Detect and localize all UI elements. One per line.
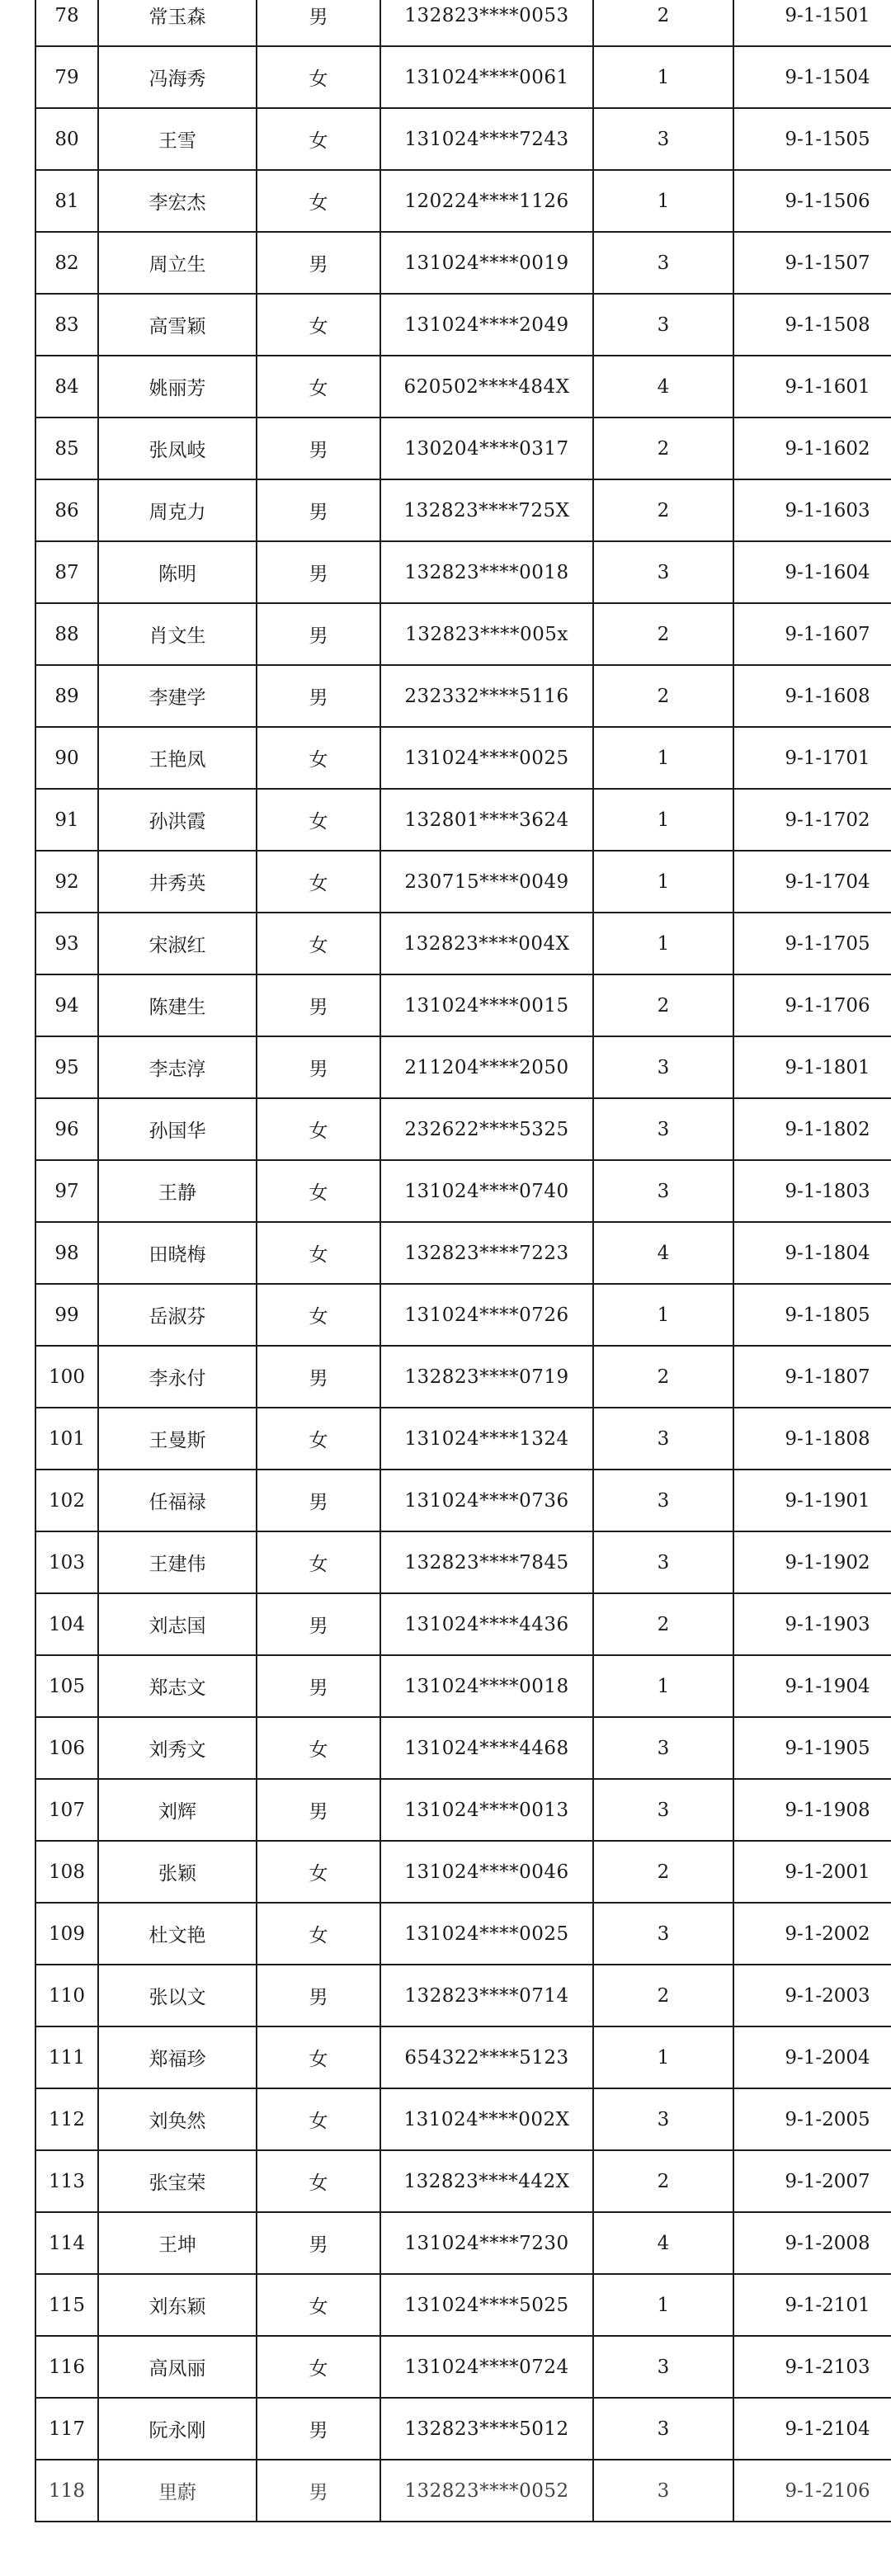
- resident-name: 李志淳: [98, 1036, 257, 1098]
- resident-name: 田晓梅: [98, 1222, 257, 1284]
- table-row: [35, 974, 891, 1036]
- resident-gender: 男: [257, 541, 380, 603]
- room-number: 9-1-1808: [733, 1408, 891, 1470]
- room-number: 9-1-2002: [733, 1903, 891, 1965]
- resident-gender: 女: [257, 1408, 380, 1470]
- household-count: 3: [593, 2336, 733, 2398]
- room-number: 9-1-1704: [733, 851, 891, 913]
- row-number: 80: [35, 108, 98, 170]
- resident-gender: 女: [257, 1903, 380, 1965]
- row-number: 88: [35, 603, 98, 665]
- room-number: 9-1-1903: [733, 1593, 891, 1655]
- table-row: [35, 356, 891, 418]
- room-number: 9-1-1603: [733, 479, 891, 541]
- resident-id-number: 620502****484X: [380, 356, 593, 418]
- row-number: 92: [35, 851, 98, 913]
- table-row: [35, 1222, 891, 1284]
- table-row: [35, 789, 891, 851]
- resident-gender: 男: [257, 2212, 380, 2274]
- table-row: [35, 665, 891, 727]
- resident-name: 常玉森: [98, 0, 257, 46]
- resident-name: 刘辉: [98, 1779, 257, 1841]
- row-number: 95: [35, 1036, 98, 1098]
- room-number: 9-1-1802: [733, 1098, 891, 1160]
- resident-name: 刘志国: [98, 1593, 257, 1655]
- resident-gender: 女: [257, 2088, 380, 2150]
- table-row: [35, 2336, 891, 2398]
- row-number: 78: [35, 0, 98, 46]
- row-number: 113: [35, 2150, 98, 2212]
- room-number: 9-1-1803: [733, 1160, 891, 1222]
- row-number: 107: [35, 1779, 98, 1841]
- row-number: 84: [35, 356, 98, 418]
- resident-id-number: 131024****0015: [380, 974, 593, 1036]
- table-row: [35, 2460, 891, 2522]
- resident-id-number: 131024****002X: [380, 2088, 593, 2150]
- household-count: 2: [593, 1965, 733, 2026]
- resident-gender: 女: [257, 1160, 380, 1222]
- household-count: 3: [593, 108, 733, 170]
- table-row: [35, 2398, 891, 2460]
- room-number: 9-1-1601: [733, 356, 891, 418]
- resident-id-number: 131024****0025: [380, 727, 593, 789]
- row-number: 94: [35, 974, 98, 1036]
- row-number: 104: [35, 1593, 98, 1655]
- room-number: 9-1-1505: [733, 108, 891, 170]
- table-row: [35, 603, 891, 665]
- resident-id-number: 130204****0317: [380, 418, 593, 479]
- room-number: 9-1-2008: [733, 2212, 891, 2274]
- resident-gender: 女: [257, 1717, 380, 1779]
- resident-id-number: 120224****1126: [380, 170, 593, 232]
- row-number: 117: [35, 2398, 98, 2460]
- row-number: 111: [35, 2026, 98, 2088]
- resident-id-number: 131024****0018: [380, 1655, 593, 1717]
- resident-gender: 女: [257, 727, 380, 789]
- resident-id-number: 131024****0013: [380, 1779, 593, 1841]
- resident-name: 刘秀文: [98, 1717, 257, 1779]
- resident-gender: 女: [257, 2336, 380, 2398]
- row-number: 83: [35, 294, 98, 356]
- resident-gender: 女: [257, 46, 380, 108]
- table-row: [35, 232, 891, 294]
- household-count: 3: [593, 541, 733, 603]
- resident-name: 杜文艳: [98, 1903, 257, 1965]
- household-count: 3: [593, 2398, 733, 2460]
- resident-id-number: 131024****4436: [380, 1593, 593, 1655]
- household-count: 3: [593, 1098, 733, 1160]
- household-count: 2: [593, 1841, 733, 1903]
- row-number: 97: [35, 1160, 98, 1222]
- resident-gender: 女: [257, 851, 380, 913]
- room-number: 9-1-1908: [733, 1779, 891, 1841]
- room-number: 9-1-1602: [733, 418, 891, 479]
- household-count: 2: [593, 1346, 733, 1408]
- table-row: [35, 1346, 891, 1408]
- resident-gender: 女: [257, 1222, 380, 1284]
- room-number: 9-1-1508: [733, 294, 891, 356]
- resident-gender: 男: [257, 974, 380, 1036]
- room-number: 9-1-1705: [733, 913, 891, 974]
- table-row: [35, 1098, 891, 1160]
- household-count: 1: [593, 789, 733, 851]
- resident-gender: 女: [257, 356, 380, 418]
- resident-name: 周克力: [98, 479, 257, 541]
- household-count: 3: [593, 2460, 733, 2522]
- household-count: 1: [593, 1284, 733, 1346]
- room-number: 9-1-2106: [733, 2460, 891, 2522]
- row-number: 101: [35, 1408, 98, 1470]
- resident-name: 王艳凤: [98, 727, 257, 789]
- table-row: [35, 2026, 891, 2088]
- resident-gender: 男: [257, 2460, 380, 2522]
- room-number: 9-1-1801: [733, 1036, 891, 1098]
- room-number: 9-1-1607: [733, 603, 891, 665]
- resident-name: 宋淑红: [98, 913, 257, 974]
- resident-gender: 男: [257, 0, 380, 46]
- room-number: 9-1-1706: [733, 974, 891, 1036]
- household-count: 1: [593, 46, 733, 108]
- resident-name: 李宏杰: [98, 170, 257, 232]
- row-number: 82: [35, 232, 98, 294]
- room-number: 9-1-1905: [733, 1717, 891, 1779]
- resident-id-number: 132823****7845: [380, 1531, 593, 1593]
- resident-name: 冯海秀: [98, 46, 257, 108]
- resident-id-number: 131024****0019: [380, 232, 593, 294]
- resident-gender: 男: [257, 603, 380, 665]
- resident-id-number: 131024****4468: [380, 1717, 593, 1779]
- household-count: 1: [593, 170, 733, 232]
- row-number: 96: [35, 1098, 98, 1160]
- resident-gender: 女: [257, 1841, 380, 1903]
- room-number: 9-1-2104: [733, 2398, 891, 2460]
- resident-name: 孙国华: [98, 1098, 257, 1160]
- resident-name: 张凤岐: [98, 418, 257, 479]
- resident-gender: 女: [257, 108, 380, 170]
- household-count: 2: [593, 665, 733, 727]
- resident-id-number: 132823****7223: [380, 1222, 593, 1284]
- resident-name: 王曼斯: [98, 1408, 257, 1470]
- room-number: 9-1-2001: [733, 1841, 891, 1903]
- table-row: [35, 2274, 891, 2336]
- resident-name: 孙洪霞: [98, 789, 257, 851]
- row-number: 109: [35, 1903, 98, 1965]
- resident-id-number: 132823****725X: [380, 479, 593, 541]
- household-count: 2: [593, 974, 733, 1036]
- row-number: 81: [35, 170, 98, 232]
- residents-table: [35, 0, 891, 2522]
- table-row: [35, 294, 891, 356]
- household-count: 3: [593, 1036, 733, 1098]
- table-row: [35, 1841, 891, 1903]
- household-count: 3: [593, 1531, 733, 1593]
- resident-id-number: 232332****5116: [380, 665, 593, 727]
- room-number: 9-1-1901: [733, 1470, 891, 1531]
- resident-gender: 男: [257, 232, 380, 294]
- resident-name: 陈建生: [98, 974, 257, 1036]
- resident-gender: 男: [257, 1965, 380, 2026]
- resident-id-number: 132823****0018: [380, 541, 593, 603]
- resident-gender: 男: [257, 418, 380, 479]
- row-number: 118: [35, 2460, 98, 2522]
- table-row: [35, 1531, 891, 1593]
- resident-gender: 女: [257, 2274, 380, 2336]
- table-row: [35, 851, 891, 913]
- room-number: 9-1-1501: [733, 0, 891, 46]
- household-count: 3: [593, 1470, 733, 1531]
- table-row: [35, 0, 891, 46]
- resident-gender: 女: [257, 1531, 380, 1593]
- row-number: 103: [35, 1531, 98, 1593]
- household-count: 3: [593, 294, 733, 356]
- room-number: 9-1-1805: [733, 1284, 891, 1346]
- resident-id-number: 132823****004X: [380, 913, 593, 974]
- resident-id-number: 131024****0046: [380, 1841, 593, 1903]
- household-count: 1: [593, 851, 733, 913]
- resident-name: 王雪: [98, 108, 257, 170]
- table-row: [35, 1717, 891, 1779]
- table-row: [35, 1779, 891, 1841]
- resident-id-number: 131024****7230: [380, 2212, 593, 2274]
- row-number: 106: [35, 1717, 98, 1779]
- resident-name: 郑福珍: [98, 2026, 257, 2088]
- row-number: 99: [35, 1284, 98, 1346]
- resident-gender: 女: [257, 789, 380, 851]
- resident-name: 岳淑芬: [98, 1284, 257, 1346]
- resident-id-number: 132823****0053: [380, 0, 593, 46]
- household-count: 2: [593, 479, 733, 541]
- row-number: 110: [35, 1965, 98, 2026]
- household-count: 1: [593, 727, 733, 789]
- table-row: [35, 1408, 891, 1470]
- table-row: [35, 1965, 891, 2026]
- row-number: 116: [35, 2336, 98, 2398]
- room-number: 9-1-1506: [733, 170, 891, 232]
- household-count: 3: [593, 1717, 733, 1779]
- resident-gender: 女: [257, 913, 380, 974]
- resident-name: 里蔚: [98, 2460, 257, 2522]
- row-number: 91: [35, 789, 98, 851]
- household-count: 2: [593, 418, 733, 479]
- household-count: 2: [593, 603, 733, 665]
- resident-name: 井秀英: [98, 851, 257, 913]
- room-number: 9-1-2007: [733, 2150, 891, 2212]
- row-number: 90: [35, 727, 98, 789]
- row-number: 86: [35, 479, 98, 541]
- resident-name: 陈明: [98, 541, 257, 603]
- resident-gender: 男: [257, 1593, 380, 1655]
- resident-id-number: 232622****5325: [380, 1098, 593, 1160]
- resident-name: 王建伟: [98, 1531, 257, 1593]
- resident-name: 肖文生: [98, 603, 257, 665]
- room-number: 9-1-2005: [733, 2088, 891, 2150]
- resident-id-number: 131024****0740: [380, 1160, 593, 1222]
- resident-id-number: 131024****0726: [380, 1284, 593, 1346]
- row-number: 100: [35, 1346, 98, 1408]
- row-number: 79: [35, 46, 98, 108]
- resident-id-number: 131024****0025: [380, 1903, 593, 1965]
- row-number: 98: [35, 1222, 98, 1284]
- resident-name: 高凤丽: [98, 2336, 257, 2398]
- table-row: [35, 2212, 891, 2274]
- table-row: [35, 46, 891, 108]
- resident-name: 刘东颖: [98, 2274, 257, 2336]
- resident-gender: 女: [257, 1098, 380, 1160]
- table-row: [35, 1284, 891, 1346]
- row-number: 85: [35, 418, 98, 479]
- table-row: [35, 2150, 891, 2212]
- resident-name: 张以文: [98, 1965, 257, 2026]
- table-row: [35, 108, 891, 170]
- row-number: 108: [35, 1841, 98, 1903]
- resident-id-number: 132823****0719: [380, 1346, 593, 1408]
- resident-gender: 男: [257, 1036, 380, 1098]
- room-number: 9-1-1701: [733, 727, 891, 789]
- resident-gender: 女: [257, 294, 380, 356]
- table-row: [35, 170, 891, 232]
- table-row: [35, 1036, 891, 1098]
- table-row: [35, 1655, 891, 1717]
- household-count: 2: [593, 1593, 733, 1655]
- resident-id-number: 131024****5025: [380, 2274, 593, 2336]
- row-number: 114: [35, 2212, 98, 2274]
- room-number: 9-1-1604: [733, 541, 891, 603]
- room-number: 9-1-1904: [733, 1655, 891, 1717]
- household-count: 3: [593, 1903, 733, 1965]
- resident-gender: 男: [257, 1779, 380, 1841]
- resident-name: 周立生: [98, 232, 257, 294]
- household-count: 3: [593, 232, 733, 294]
- room-number: 9-1-2103: [733, 2336, 891, 2398]
- household-count: 1: [593, 913, 733, 974]
- resident-gender: 男: [257, 2398, 380, 2460]
- resident-gender: 女: [257, 2026, 380, 2088]
- resident-name: 姚丽芳: [98, 356, 257, 418]
- resident-id-number: 131024****7243: [380, 108, 593, 170]
- resident-id-number: 654322****5123: [380, 2026, 593, 2088]
- resident-gender: 男: [257, 665, 380, 727]
- resident-name: 张宝荣: [98, 2150, 257, 2212]
- table-row: [35, 541, 891, 603]
- room-number: 9-1-1504: [733, 46, 891, 108]
- resident-id-number: 211204****2050: [380, 1036, 593, 1098]
- room-number: 9-1-2004: [733, 2026, 891, 2088]
- table-row: [35, 1470, 891, 1531]
- room-number: 9-1-1702: [733, 789, 891, 851]
- resident-id-number: 132823****005x: [380, 603, 593, 665]
- household-count: 3: [593, 2088, 733, 2150]
- row-number: 102: [35, 1470, 98, 1531]
- resident-id-number: 132823****442X: [380, 2150, 593, 2212]
- table-row: [35, 1903, 891, 1965]
- table-row: [35, 913, 891, 974]
- resident-gender: 男: [257, 1470, 380, 1531]
- resident-gender: 女: [257, 1284, 380, 1346]
- resident-gender: 男: [257, 1346, 380, 1408]
- resident-name: 李永付: [98, 1346, 257, 1408]
- resident-name: 刘奂然: [98, 2088, 257, 2150]
- room-number: 9-1-1804: [733, 1222, 891, 1284]
- resident-name: 张颖: [98, 1841, 257, 1903]
- resident-name: 郑志文: [98, 1655, 257, 1717]
- household-count: 3: [593, 1160, 733, 1222]
- row-number: 87: [35, 541, 98, 603]
- table-row: [35, 1160, 891, 1222]
- row-number: 115: [35, 2274, 98, 2336]
- household-count: 2: [593, 0, 733, 46]
- household-count: 1: [593, 2026, 733, 2088]
- resident-id-number: 131024****0736: [380, 1470, 593, 1531]
- resident-id-number: 132823****0052: [380, 2460, 593, 2522]
- household-count: 4: [593, 356, 733, 418]
- resident-name: 高雪颖: [98, 294, 257, 356]
- room-number: 9-1-2101: [733, 2274, 891, 2336]
- resident-id-number: 132801****3624: [380, 789, 593, 851]
- room-number: 9-1-1807: [733, 1346, 891, 1408]
- resident-name: 王坤: [98, 2212, 257, 2274]
- row-number: 89: [35, 665, 98, 727]
- resident-id-number: 230715****0049: [380, 851, 593, 913]
- resident-id-number: 131024****2049: [380, 294, 593, 356]
- table-row: [35, 2088, 891, 2150]
- row-number: 105: [35, 1655, 98, 1717]
- household-count: 1: [593, 1655, 733, 1717]
- room-number: 9-1-2003: [733, 1965, 891, 2026]
- resident-gender: 男: [257, 479, 380, 541]
- resident-id-number: 131024****1324: [380, 1408, 593, 1470]
- room-number: 9-1-1902: [733, 1531, 891, 1593]
- table-row: [35, 479, 891, 541]
- resident-name: 任福禄: [98, 1470, 257, 1531]
- resident-id-number: 132823****5012: [380, 2398, 593, 2460]
- household-count: 2: [593, 2150, 733, 2212]
- household-count: 1: [593, 2274, 733, 2336]
- resident-name: 李建学: [98, 665, 257, 727]
- room-number: 9-1-1507: [733, 232, 891, 294]
- household-count: 3: [593, 1779, 733, 1841]
- resident-id-number: 131024****0061: [380, 46, 593, 108]
- resident-id-number: 131024****0724: [380, 2336, 593, 2398]
- resident-gender: 女: [257, 2150, 380, 2212]
- room-number: 9-1-1608: [733, 665, 891, 727]
- resident-name: 阮永刚: [98, 2398, 257, 2460]
- table-row: [35, 418, 891, 479]
- household-count: 4: [593, 1222, 733, 1284]
- table-row: [35, 1593, 891, 1655]
- household-count: 3: [593, 1408, 733, 1470]
- household-count: 4: [593, 2212, 733, 2274]
- table-row: [35, 727, 891, 789]
- resident-name: 王静: [98, 1160, 257, 1222]
- row-number: 93: [35, 913, 98, 974]
- resident-id-number: 132823****0714: [380, 1965, 593, 2026]
- resident-gender: 女: [257, 170, 380, 232]
- resident-gender: 男: [257, 1655, 380, 1717]
- row-number: 112: [35, 2088, 98, 2150]
- residents-table-body: [35, 0, 891, 2522]
